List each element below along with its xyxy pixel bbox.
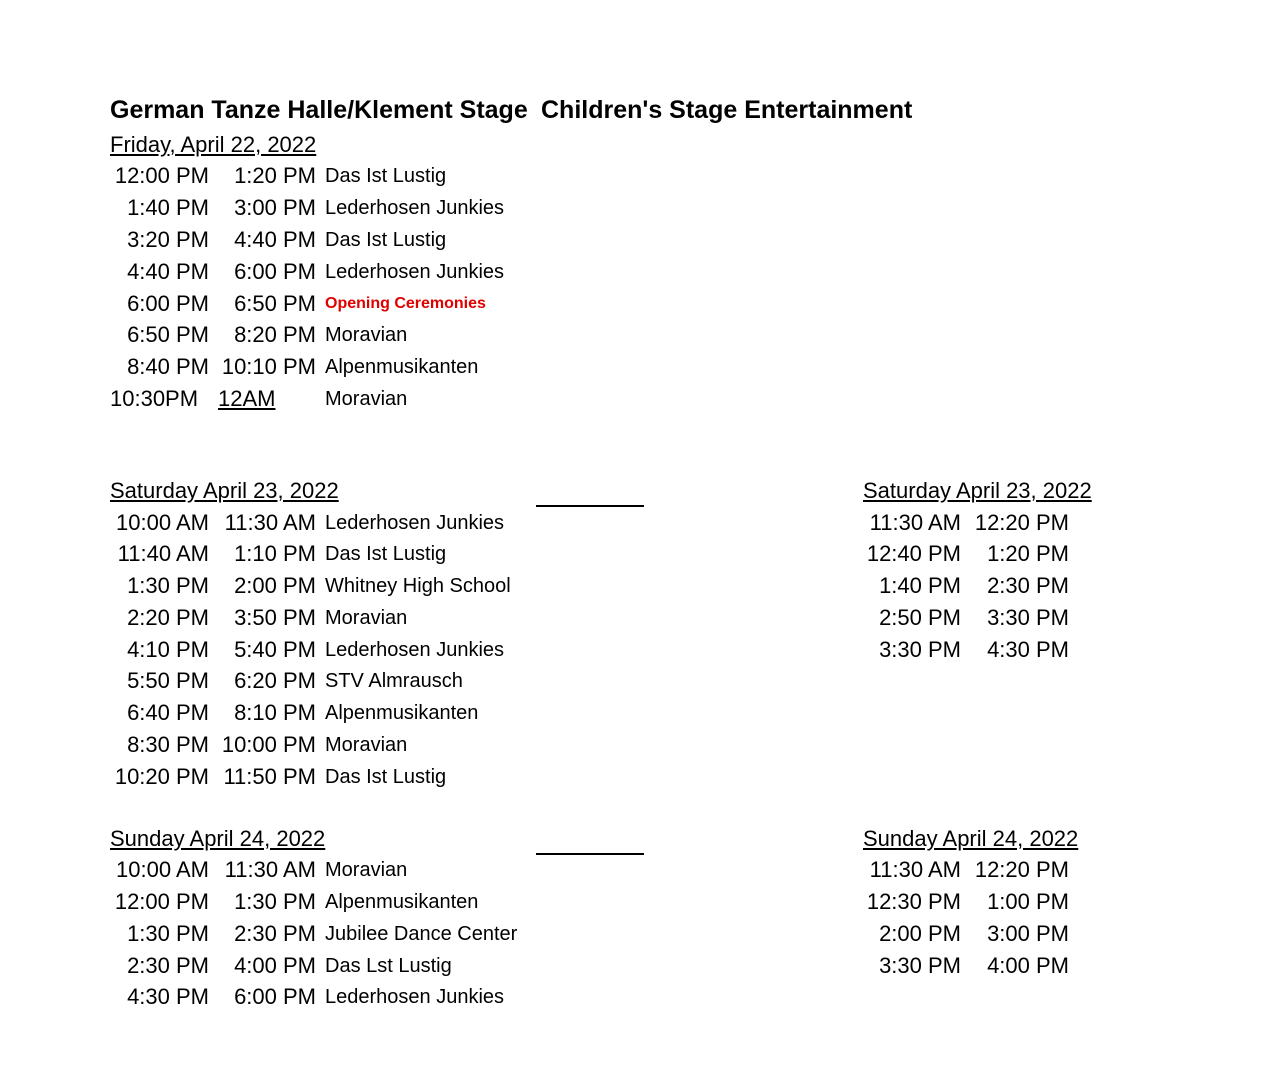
end-time: 1:20 PM (234, 163, 316, 188)
act-name: Das Ist Lustig (325, 766, 447, 788)
start-time: 10:20 PM (114, 764, 209, 789)
end-time: 5:40 PM (234, 637, 316, 662)
start-time: 1:30 PM (127, 921, 209, 946)
start-time: 6:40 PM (127, 700, 209, 725)
end-time: 3:00 PM (234, 195, 316, 220)
end-time: 6:00 PM (234, 984, 316, 1009)
act-name: Lederhosen Junkies (325, 261, 505, 283)
end-time: 8:20 PM (234, 322, 316, 347)
start-time: 4:10 PM (127, 637, 209, 662)
end-time: 11:50 PM (223, 764, 316, 789)
act-name: Alpenmusikanten (325, 356, 479, 378)
start-time: 11:30 AM (869, 510, 961, 535)
saturday-date: Saturday April 23, 2022 (110, 478, 339, 503)
end-time: 1:30 PM (234, 889, 316, 914)
act-name: Moravian (325, 734, 408, 756)
blank-underline (536, 505, 644, 507)
act-name: Moravian (325, 607, 408, 629)
act-name: Das Ist Lustig (325, 543, 447, 565)
saturday-children-date: Saturday April 23, 2022 (863, 478, 1092, 503)
act-name: Das Ist Lustig (325, 229, 447, 251)
start-time: 1:40 PM (127, 195, 209, 220)
end-time: 6:00 PM (234, 259, 316, 284)
start-time: 12:00 PM (114, 889, 209, 914)
german-stage-title: German Tanze Halle/Klement Stage (110, 96, 528, 124)
start-time: 6:00 PM (127, 291, 209, 316)
act-name: STV Almrausch (325, 670, 463, 692)
end-time: 10:10 PM (221, 354, 316, 379)
start-time: 12:30 PM (866, 889, 961, 914)
end-time: 1:10 PM (234, 541, 316, 566)
end-time: 2:30 PM (987, 573, 1069, 598)
end-time: 12:20 PM (974, 857, 1069, 882)
end-time: 4:00 PM (234, 953, 316, 978)
act-name: Alpenmusikanten (325, 891, 479, 913)
act-name: Alpenmusikanten (325, 702, 479, 724)
start-time: 8:40 PM (127, 354, 209, 379)
start-time: 2:30 PM (127, 953, 209, 978)
end-time: 3:50 PM (234, 605, 316, 630)
start-time: 10:00 AM (116, 857, 209, 882)
end-time: 4:00 PM (987, 953, 1069, 978)
start-time: 6:50 PM (127, 322, 209, 347)
end-time: 3:30 PM (987, 605, 1069, 630)
start-time: 12:40 PM (866, 541, 961, 566)
start-time: 11:40 AM (117, 541, 209, 566)
start-time: 12:00 PM (114, 163, 209, 188)
end-time: 11:30 AM (224, 857, 316, 882)
end-time: 6:20 PM (234, 668, 316, 693)
act-name: Das Ist Lustig (325, 165, 447, 187)
start-time: 3:20 PM (127, 227, 209, 252)
act-name: Lederhosen Junkies (325, 639, 505, 661)
act-name: Lederhosen Junkies (325, 197, 505, 219)
start-time: 2:20 PM (127, 605, 209, 630)
start-time: 4:40 PM (127, 259, 209, 284)
act-name: Moravian (325, 324, 408, 346)
sunday-children-date: Sunday April 24, 2022 (863, 826, 1079, 851)
end-time: 12:20 PM (974, 510, 1069, 535)
start-time: 8:30 PM (127, 732, 209, 757)
start-time: 3:30 PM (879, 953, 961, 978)
start-time: 3:30 PM (879, 637, 961, 662)
start-time: 2:00 PM (879, 921, 961, 946)
act-name: Jubilee Dance Center (325, 923, 518, 945)
start-time: 1:40 PM (879, 573, 961, 598)
act-name: Moravian (325, 388, 408, 410)
end-time: 6:50 PM (234, 291, 316, 316)
start-time: 2:50 PM (879, 605, 961, 630)
end-time: 12AM (218, 386, 276, 411)
act-name: Moravian (325, 859, 408, 881)
end-time: 8:10 PM (234, 700, 316, 725)
blank-underline (536, 853, 644, 855)
end-time: 1:00 PM (987, 889, 1069, 914)
end-time: 11:30 AM (224, 510, 316, 535)
children-stage-title: Children's Stage Entertainment (541, 96, 913, 124)
start-time: 1:30 PM (127, 573, 209, 598)
end-time: 1:20 PM (987, 541, 1069, 566)
act-name: Whitney High School (325, 575, 511, 597)
sunday-date: Sunday April 24, 2022 (110, 826, 326, 851)
end-time: 4:40 PM (234, 227, 316, 252)
act-name-highlight: Opening Ceremonies (325, 295, 486, 312)
end-time: 2:30 PM (234, 921, 316, 946)
start-time: 5:50 PM (127, 668, 209, 693)
end-time: 4:30 PM (987, 637, 1069, 662)
end-time: 3:00 PM (987, 921, 1069, 946)
act-name: Das Lst Lustig (325, 955, 452, 977)
act-name: Lederhosen Junkies (325, 512, 505, 534)
friday-date: Friday, April 22, 2022 (110, 132, 317, 157)
start-time: 11:30 AM (869, 857, 961, 882)
end-time: 10:00 PM (221, 732, 316, 757)
end-time: 2:00 PM (234, 573, 316, 598)
act-name: Lederhosen Junkies (325, 986, 505, 1008)
start-time: 10:30PM (110, 386, 199, 411)
start-time: 10:00 AM (116, 510, 209, 535)
start-time: 4:30 PM (127, 984, 209, 1009)
